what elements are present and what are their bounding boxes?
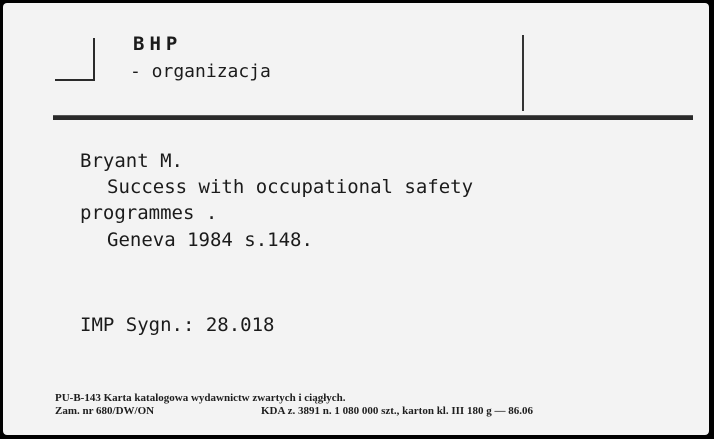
header-divider-vertical — [522, 35, 524, 111]
subject-heading: BHP — [133, 33, 183, 55]
title-line-2: programmes . — [80, 202, 218, 224]
header-rule — [53, 116, 693, 120]
call-number: IMP Sygn.: 28.018 — [80, 314, 275, 336]
author: Bryant M. — [80, 150, 183, 172]
subject-subheading: - organizacja — [130, 61, 271, 82]
catalog-card — [3, 3, 709, 435]
header-corner-mark-base — [55, 79, 95, 81]
header-corner-mark — [93, 38, 95, 81]
title-line-1: Success with occupational safety — [107, 176, 474, 198]
order-number: Zam. nr 680/DW/ON — [55, 405, 155, 417]
form-caption: PU-B-143 Karta katalogowa wydawnictw zwartych i ciągłych. — [55, 392, 346, 404]
print-info: KDA z. 3891 n. 1 080 000 szt., karton kl. III 180 g — 86.06 — [261, 405, 533, 417]
imprint: Geneva 1984 s.148. — [107, 229, 313, 251]
